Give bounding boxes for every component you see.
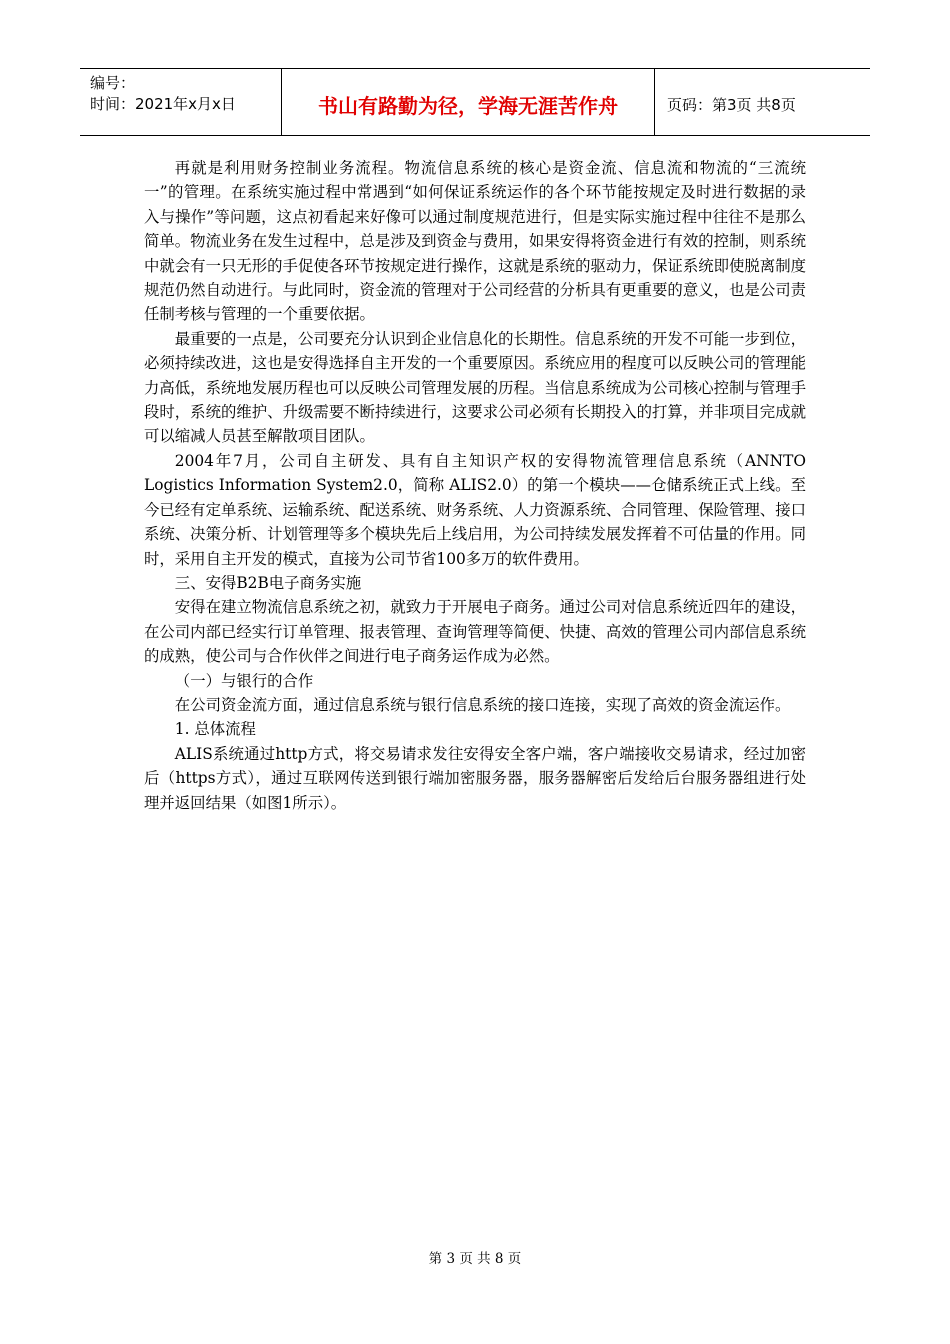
- paragraph: 安得在建立物流信息系统之初，就致力于开展电子商务。通过公司对信息系统近四年的建设，在公司内部已经实行订单管理、报表管理、查询管理等简便、快捷、高效的管理公司内部信息系统的成熟，使公司与合作伙伴之间进行电子商务运作成为必然。: [144, 598, 806, 666]
- page-header: [80, 68, 870, 136]
- code-label: 编号：: [90, 74, 136, 92]
- page-footer: [0, 1247, 950, 1267]
- header-meta-cell: [80, 69, 282, 135]
- paragraph: ALIS系统通过http方式，将交易请求发往安得安全客户端，客户端接收交易请求，经过加密后（https方式），通过互联网传送到银行端加密服务器，服务器解密后发给后台服务器组进行处理并返回结果（如图1所示）。: [144, 744, 806, 812]
- header-motto-cell: [282, 69, 655, 135]
- header-page-cell: [655, 69, 870, 135]
- motto-text: 书山有路勤为径，学海无涯苦作舟: [318, 93, 618, 118]
- subsection-heading: （一）与银行的合作: [174, 671, 314, 690]
- paragraph: 在公司资金流方面，通过信息系统与银行信息系统的接口连接，实现了高效的资金流运作。: [174, 695, 791, 714]
- paragraph: 再就是利用财务控制业务流程。物流信息系统的核心是资金流、信息流和物流的“三流统一”的管理。在系统实施过程中常遇到“如何保证系统运作的各个环节能按规定及时进行数据的录入与操作”等问题，这点初看起来好像可以通过制度规范进行，但是实际实施过程中往往不是那么简单。物流业务在发生过程中，总是涉及到资金与费用，如果安得将资金进行有效的控制，则系统中就会有一只无形的手促使各环节按规定进行操作，这就是系统的驱动力，保证系统即使脱离制度规范仍然自动进行。与此同时，资金流的管理对于公司经营的分析具有更重要的意义，也是公司责任制考核与管理的一个重要依据。: [144, 159, 806, 324]
- paragraph: 2004年7月，公司自主研发、具有自主知识产权的安得物流管理信息系统（ANNTO Logistics Information System2.0，简称 ALIS2.0）的第一个模块——仓储系统正式上线。至今已经有定单系统、运输系统、配送系统、财务系统、人力资源系统、合同管理、保险管理、接口系统、决策分析、计划管理等多个模块先后上线启用，为公司持续发展发挥着不可估量的作用。同时，采用自主开发的模式，直接为公司节省100多万的软件费用。: [144, 451, 806, 568]
- document-body: [144, 156, 806, 815]
- paragraph: 最重要的一点是，公司要充分认识到企业信息化的长期性。信息系统的开发不可能一步到位，必须持续改进，这也是安得选择自主开发的一个重要原因。系统应用的程度可以反映公司的管理能力高低，系统地发展历程也可以反映公司管理发展的历程。当信息系统成为公司核心控制与管理手段时，系统的维护、升级需要不断持续进行，这要求公司必须有长期投入的打算，并非项目完成就可以缩减人员甚至解散项目团队。: [144, 329, 806, 446]
- footer-page-number: 第 3 页 共 8 页: [428, 1251, 522, 1267]
- subsubsection-heading: 1. 总体流程: [174, 720, 256, 739]
- date-label: 时间：2021年x月x日: [90, 95, 236, 113]
- section-heading: 三、安得B2B电子商务实施: [174, 573, 362, 592]
- page-info: 页码：第3页 共8页: [667, 95, 796, 114]
